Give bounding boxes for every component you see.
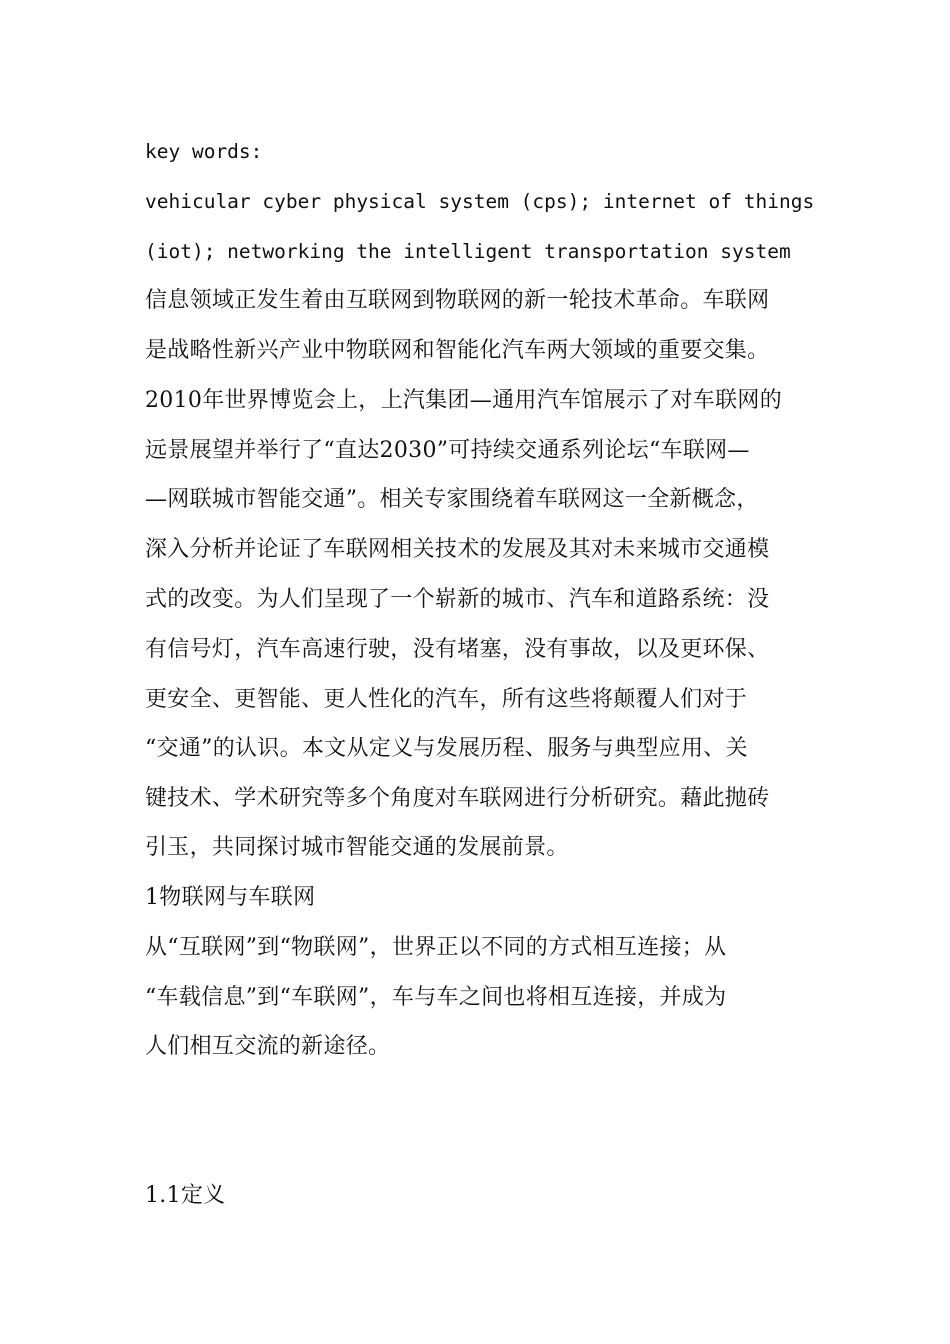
paragraph-line: 2010年世界博览会上，上汽集团—通用汽车馆展示了对车联网的 [145, 388, 782, 413]
paragraph-line: 深入分析并论证了车联网相关技术的发展及其对未来城市交通模 [145, 537, 770, 562]
paragraph-line: 更安全、更智能、更人性化的汽车，所有这些将颠覆人们对于 [145, 687, 748, 712]
keywords-line: (iot); networking the intelligent transportation system [145, 240, 791, 263]
keywords-heading: key words: [145, 140, 263, 163]
paragraph-line: 人们相互交流的新途径。 [145, 1034, 391, 1059]
paragraph-line: 信息领域正发生着由互联网到物联网的新一轮技术革命。车联网 [145, 288, 770, 313]
paragraph-line: 是战略性新兴产业中物联网和智能化汽车两大领域的重要交集。 [145, 338, 770, 363]
paragraph-line: 远景展望并举行了“直达2030”可持续交通系列论坛“车联网— [145, 438, 750, 463]
keywords-line: vehicular cyber physical system (cps); internet of things [145, 190, 815, 213]
section-heading: 1物联网与车联网 [145, 885, 316, 910]
paragraph-line: 引玉，共同探讨城市智能交通的发展前景。 [145, 835, 569, 860]
paragraph-line: “交通”的认识。本文从定义与发展历程、服务与典型应用、关 [145, 736, 748, 761]
paragraph-line: 键技术、学术研究等多个角度对车联网进行分析研究。藉此抛砖 [145, 786, 770, 811]
subsection-heading: 1.1定义 [145, 1183, 226, 1208]
paragraph-line: 从“互联网”到“物联网”，世界正以不同的方式相互连接；从 [145, 935, 727, 960]
paragraph-line: —网联城市智能交通”。相关专家围绕着车联网这一全新概念， [145, 487, 759, 512]
paragraph-line: “车载信息”到“车联网”，车与车之间也将相互连接，并成为 [145, 985, 727, 1010]
paragraph-line: 式的改变。为人们呈现了一个崭新的城市、汽车和道路系统：没 [145, 587, 770, 612]
paragraph-line: 有信号灯，汽车高速行驶，没有堵塞，没有事故，以及更环保、 [145, 637, 770, 662]
